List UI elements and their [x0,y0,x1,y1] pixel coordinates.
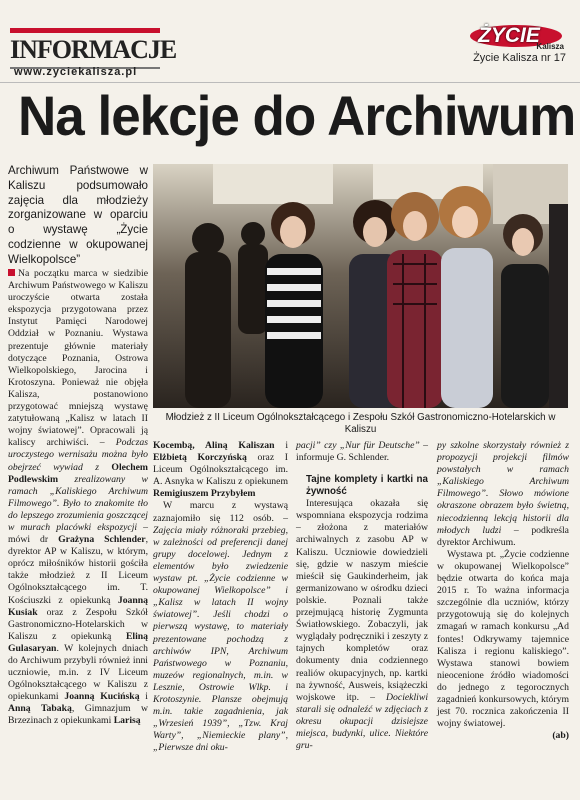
logo-subtitle: Kalisza [536,42,564,51]
paragraph: Wystawa pt. „Życie codzienne w okupowanej Wielkopolsce” będzie otwarta do końca maja 2015 r. To ważna informacja szczególnie dla uczniów, którzy przygotowują się do kolejnych zmagań w ramach konkursu „Ad fontes! Odkrywamy tajemnice Kalisza i regionu kaliskiego”. Wystawa stanowi bowiem nieocenione źródło wiadomości do jednego z tegorocznych zagadnień konkursowych, którym jest 70. rocznica zakończenia II wojny światowej. [437,548,569,730]
article-column-4 [437,440,569,742]
article-column-3 [296,440,428,752]
article-lead: Archiwum Państwowe w Kaliszu podsumowało zajęcia dla młodzieży zorganizowane w oparciu o wystawę „Życie codzienne w okupowanej Wielkopolsce” [8,164,148,266]
paragraph: Interesująca okazała się wspomniana ekspozycja rodzima – złożona z materiałów archiwalnych z zasobu AP w Kaliszu. Uczniowie dowiedzieli się, gdzie w naszym mieście mieścił się Gaukinderheim, jak germanizowano w ośrodku dzieci polskie. Poznali także przejmującą historię Zygmunta Światłowskiego. Zobaczyli, jak wyglądały podręczniki i zeszyty z tajnych kompletów oraz dokumenty dnia codziennego realiów okupacyjnych, np. kartki na żywność, Ausweis, książeczki wojskowe itp. – Dociekliwi starali się odnaleźć w zdjęciach z okresu okupacji dzisiejsze miejsca, budynki, ulice. Niektóre gru- [296,498,429,752]
photo-caption: Młodzież z II Liceum Ogólnokształcącego i Zespołu Szkół Gastronomiczno-Hotelarskich w Kaliszu [165,412,556,436]
section-title: INFORMACJE [10,35,177,64]
paragraph: py szkolne skorzystały również z propozycji projekcji filmów powstałych w ramach „Kaliskiego Archiwum Filmowego”. Słowo mówione okraszone obrazem było świetną, niecodzienną lekcją historii dla młodych ludzi – podkreśla dyrektor Archiwum. [437,440,569,548]
paragraph-marker-icon [8,269,15,276]
paragraph: Kocembą, Aliną Kaliszan i Elżbietą Korczyńską oraz I Liceum Ogólnokształcącego im. A. Asnyka w Kaliszu z opiekunem Remigiuszem Przybyłem [153,440,289,500]
article-title: Na lekcje do Archiwum [18,85,576,148]
header-divider [0,82,580,83]
paragraph: W marcu z wystawą zaznajomiło się 112 osób. – Zajęcia miały różnoraki przebieg, w zależności od preferencji danej grupy docelowej. Jednym z elementów było zwiedzenie wystaw pt. „Życie codzienne w okupowanej Wielkopolsce” i „Kalisz w latach II wojny światowej”. Jeśli chodzi o pierwszą wystawę, to materiały prezentowane pochodzą z archiwów IPN, Archiwum Państwowego w Poznaniu, muzeów regionalnych, m.in. w Lesznie, Ostrowie Wlkp. i Krotoszynie. Plansze obejmują m.in. takie zagadnienia, jak „Wrzesień 1939”, „Tzw. Kraj Warty”, „Niemieckie plany”, „Pierwsze dni oku- [153,500,289,754]
section-subheading: Tajne komplety i kartki na żywność [306,474,428,498]
logo-wordmark: ŻYCIE [478,24,540,47]
site-url[interactable]: www.zyciekalisza.pl [14,66,138,78]
article-column-1 [8,268,148,728]
students-photo-illustration [153,164,568,408]
article-photo [153,164,568,408]
article-column-2 [153,440,288,754]
article-signature: (ab) [552,730,569,742]
section-header [10,28,177,69]
paragraph: Na początku marca w siedzibie Archiwum Państwowego w Kaliszu uroczyście otwarta została ekspozycja przygotowana przez Instytut Pamięci Narodowej Oddział w Poznaniu. Wystawa prezentuje głównie materiały dotyczące Poznania, Ostrowa Wielkopolskiego, Jarocina i Krotoszyna. Ponieważ nie objęła Kalisza, postanowiono przygotować mniejszą wystawę zatytułowaną „Kalisz w latach II wojny światowej”. Opracowali ją kaliscy archiwiści. – Podczas uroczystego wernisażu można było obejrzeć wywiad z Olechem Podlewskim zrealizowany w ramach „Kaliskiego Archiwum Filmowego”. Było to znakomite tło do lepszego zrozumienia goszczącej w murach placówki ekspozycji – mówi dr Grażyna Schlender, dyrektor AP w Kaliszu, w którym, oprócz miłośników historii gościła także młodzież z II Liceum Ogólnokształcącego im. T. Kościuszki z opiekunką Joanną Kusiak oraz z Zespołu Szkół Gastronomiczno-Hotelarskich w Kaliszu z opiekunką Eliną Gulasaryan. W kolejnych dniach do Archiwum przybyli również inni uczniowie, m.in. z IV Liceum Ogólnokształcącego w Kaliszu z opiekunkami Joanną Kucińską i Anną Tabaką, Gimnazjum w Brzezinach z opiekunkami Larisą [8,268,149,727]
paragraph: pacji” czy „Nur für Deutsche” – informuje G. Schlender. [296,440,429,464]
issue-number: Życie Kalisza nr 17 [473,52,566,64]
newspaper-logo [468,24,566,52]
